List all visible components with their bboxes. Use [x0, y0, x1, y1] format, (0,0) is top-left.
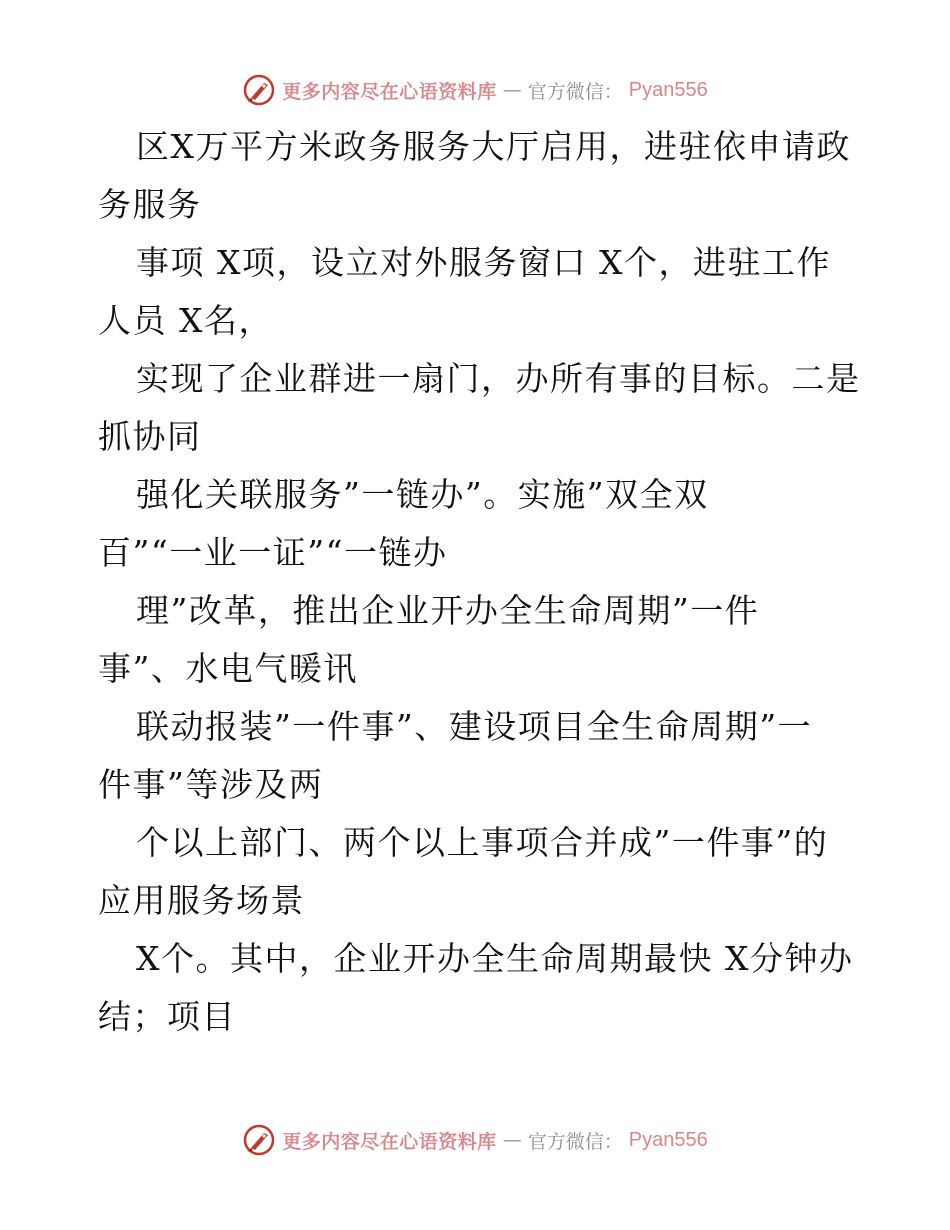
text-line: 区X万平方米政务服务大厅启用，进驻依申请政 [136, 127, 851, 166]
watermark-separator: — [502, 79, 522, 101]
text-line: 人员 X名， [98, 301, 273, 340]
text-line: 应用服务场景 [98, 881, 305, 920]
text-line: 事项 X项，设立对外服务窗口 X个，进驻工作 [136, 243, 831, 282]
text-line: 联动报装”一件事”、建设项目全生命周期”一 [136, 707, 813, 746]
watermark-wechat-label: 官方微信： [527, 80, 623, 103]
text-line: 个以上部门、两个以上事项合并成”一件事”的 [136, 823, 829, 862]
watermark-wechat-id: Pyan556 [628, 78, 708, 101]
text-line: 结；项目 [98, 997, 236, 1036]
pen-nib-logo-icon [242, 1123, 276, 1157]
text-line: 实现了企业群进一扇门，办所有事的目标。二是 [136, 359, 861, 398]
watermark-wechat-label: 官方微信： [527, 1130, 623, 1153]
watermark-wechat-id: Pyan556 [628, 1128, 708, 1151]
text-line: X个。其中，企业开办全生命周期最快 X分钟办 [136, 939, 854, 978]
text-line: 件事”等涉及两 [98, 765, 324, 804]
document-body [98, 118, 861, 1046]
text-line: 抓协同 [98, 417, 202, 456]
watermark-main-text: 更多内容尽在心语资料库 [282, 1130, 497, 1153]
text-line: 务服务 [98, 185, 202, 224]
text-line: 百”“一业一证”“一链办 [98, 533, 448, 572]
text-line: 理”改革，推出企业开办全生命周期”一件 [136, 591, 760, 630]
text-line: 强化关联服务”一链办”。实施”双全双 [136, 475, 709, 514]
text-line: 事”、水电气暖讯 [98, 649, 358, 688]
header-watermark-banner [0, 70, 950, 110]
watermark-main-text: 更多内容尽在心语资料库 [282, 80, 497, 103]
pen-nib-logo-icon [242, 73, 276, 107]
footer-watermark-banner [0, 1120, 950, 1160]
watermark-separator: — [502, 1129, 522, 1151]
